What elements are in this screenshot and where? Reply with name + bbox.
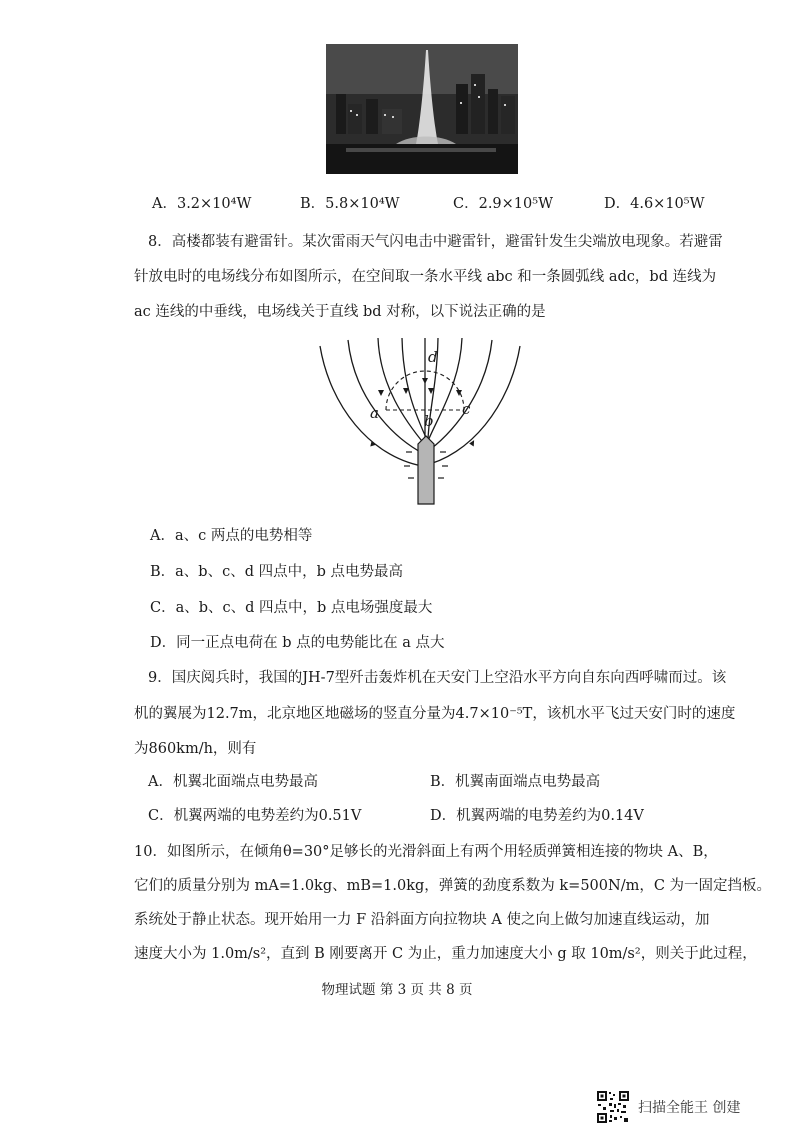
q9-option-a: A．机翼北面端点电势最高 xyxy=(148,774,318,790)
label-b: b xyxy=(424,412,434,430)
lightning-rod xyxy=(418,436,434,504)
label-a: a xyxy=(370,404,379,422)
q10-stem-line-3: 系统处于静止状态。现开始用一力 F 沿斜面方向拉物块 A 使之向上做匀加速直线运动，加 xyxy=(134,912,710,928)
q8-option-d: D．同一正点电荷在 b 点的电势能比在 a 点大 xyxy=(150,635,445,651)
q9-stem-line-1: 9．国庆阅兵时，我国的JH-7型歼击轰炸机在天安门上空沿水平方向自东向西呼啸而过。该 xyxy=(148,670,727,686)
field-line-3-left xyxy=(378,338,426,446)
qr-code-icon xyxy=(596,1090,630,1124)
q7-option-a: A．3.2×10⁴W xyxy=(152,196,252,212)
q8-stem-line-1: 8．高楼都装有避雷针。某次雷雨天气闪电击中避雷针，避雷针发生尖端放电现象。若避雷 xyxy=(148,234,723,250)
q8-option-c: C．a、b、c、d 四点中，b 点电场强度最大 xyxy=(150,600,433,616)
q9-stem-line-2: 机的翼展为12.7m，北京地区地磁场的竖直分量为4.7×10⁻⁵T，该机水平飞过天安门时的速度 xyxy=(134,706,736,722)
q8-option-a: A．a、c 两点的电势相等 xyxy=(150,528,313,544)
q8-stem-line-2: 针放电时的电场线分布如图所示，在空间取一条水平线 abc 和一条圆弧线 adc，bd 连线为 xyxy=(134,269,717,285)
label-d: d xyxy=(428,348,438,366)
field-line-2-left xyxy=(348,340,424,454)
q7-option-d: D．4.6×10⁵W xyxy=(604,196,705,212)
q9-option-d: D．机翼两端的电势差约为0.14V xyxy=(430,808,644,824)
q7-option-b: B．5.8×10⁴W xyxy=(300,196,400,212)
fountain-night-photo xyxy=(326,44,518,174)
q10-stem-line-4: 速度大小为 1.0m/s²，直到 B 刚要离开 C 为止，重力加速度大小 g 取 10m/s²，则关于此过程， xyxy=(134,946,757,962)
q7-option-c: C．2.9×10⁵W xyxy=(453,196,553,212)
q8-stem-line-3: ac 连线的中垂线，电场线关于直线 bd 对称，以下说法正确的是 xyxy=(134,304,546,320)
electric-field-diagram xyxy=(310,336,530,508)
watermark-text: 扫描全能王 创建 xyxy=(638,1100,741,1116)
q9-option-c: C．机翼两端的电势差约为0.51V xyxy=(148,808,362,824)
q10-stem-line-2: 它们的质量分别为 mA=1.0kg、mB=1.0kg，弹簧的劲度系数为 k=500N/m，C 为一固定挡板。 xyxy=(134,878,772,894)
q10-stem-line-1: 10．如图所示，在倾角θ=30°足够长的光滑斜面上有两个用轻质弹簧相连接的物块 A、B， xyxy=(134,844,718,860)
q9-option-b: B．机翼南面端点电势最高 xyxy=(430,774,601,790)
q8-option-b: B．a、b、c、d 四点中，b 点电势最高 xyxy=(150,564,403,580)
scanner-watermark xyxy=(596,1090,740,1124)
label-c: c xyxy=(462,400,471,418)
q9-stem-line-3: 为860km/h，则有 xyxy=(134,741,257,757)
page-footer: 物理试题 第 3 页 共 8 页 xyxy=(321,982,473,998)
